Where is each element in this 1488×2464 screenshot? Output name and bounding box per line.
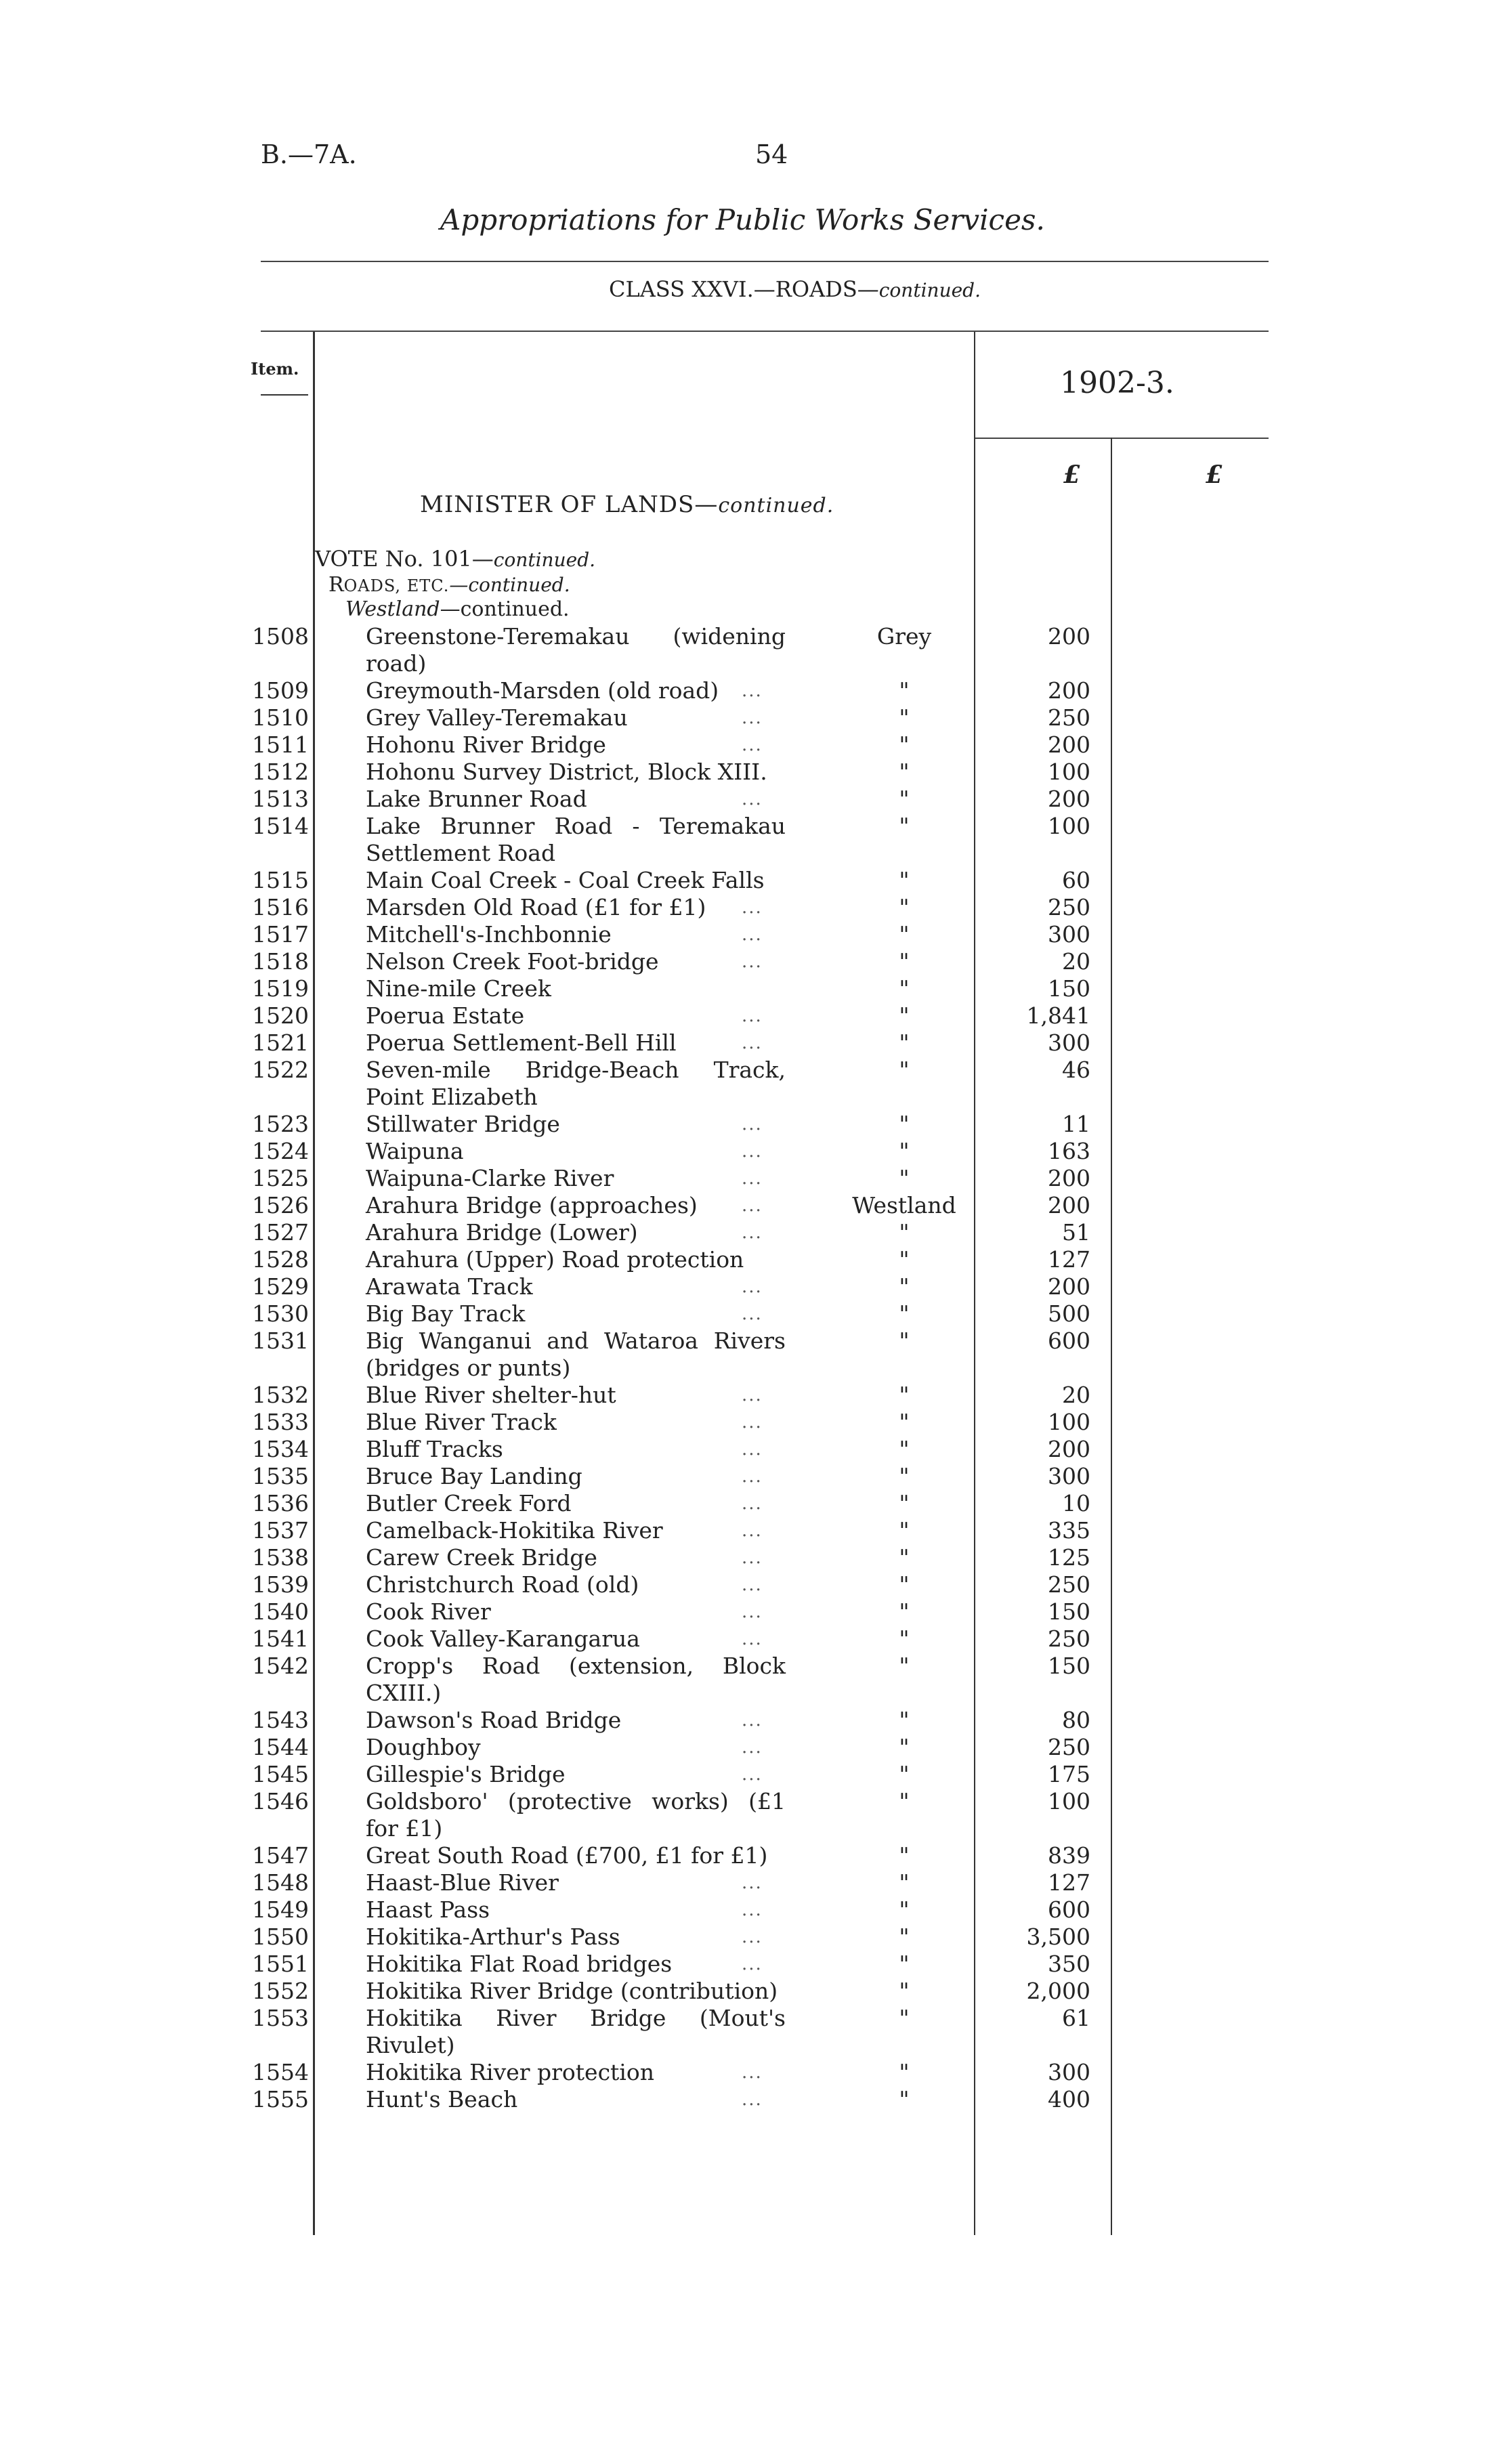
- table-row: [0, 1138, 1488, 1165]
- amount-cell: 163: [1048, 1138, 1090, 1164]
- amount-cell: 200: [1048, 786, 1090, 812]
- item-number: 1542: [252, 1653, 309, 1679]
- table-row: [0, 1002, 1488, 1029]
- amount-cell: 200: [1048, 1436, 1090, 1462]
- leader-dots: ...: [742, 1764, 763, 1785]
- district-cell: ": [899, 1138, 910, 1164]
- roads-continued: —continued.: [449, 574, 570, 596]
- amount-cell: 1,841: [1026, 1002, 1090, 1029]
- district-cell: ": [899, 948, 910, 975]
- district-cell: ": [899, 894, 910, 920]
- district-cell: ": [899, 1246, 910, 1273]
- amount-cell: 150: [1048, 1598, 1090, 1625]
- item-description: Hokitika Flat Road bridges: [366, 1951, 673, 1977]
- leader-dots: ...: [742, 1548, 763, 1568]
- table-row: [0, 1165, 1488, 1192]
- district-cell: ": [899, 1896, 910, 1923]
- district-cell: ": [899, 2059, 910, 2085]
- item-number: 1520: [252, 1002, 309, 1029]
- table-row: [0, 1544, 1488, 1571]
- district-cell: ": [899, 1869, 910, 1896]
- item-description: Lake Brunner Road: [366, 786, 587, 812]
- district-cell: ": [899, 921, 910, 948]
- district-cell: ": [899, 1761, 910, 1787]
- roads-heading: ROADS, ETC.—continued.: [328, 573, 570, 597]
- amount-cell: 200: [1048, 623, 1090, 650]
- district-cell: ": [899, 1002, 910, 1029]
- leader-dots: ...: [742, 1223, 763, 1243]
- item-number: 1529: [252, 1273, 309, 1300]
- westland-subheading: Westland—continued.: [345, 597, 570, 621]
- table-row: [0, 921, 1488, 948]
- table-row: [0, 1327, 1488, 1382]
- item-description: Gillespie's Bridge: [366, 1761, 566, 1787]
- table-row: [0, 1300, 1488, 1327]
- item-number: 1537: [252, 1517, 309, 1544]
- item-number: 1523: [252, 1111, 309, 1137]
- leader-dots: ...: [742, 681, 763, 701]
- amount-cell: 200: [1048, 1273, 1090, 1300]
- table-row: [0, 1436, 1488, 1463]
- item-number: 1554: [252, 2059, 309, 2085]
- amount-cell: 250: [1048, 1626, 1090, 1652]
- item-number: 1526: [252, 1192, 309, 1218]
- item-description: Doughboy: [366, 1734, 481, 1760]
- table-row: [0, 623, 1488, 677]
- item-number: 1527: [252, 1219, 309, 1246]
- table-row: [0, 1761, 1488, 1788]
- amount-cell: 150: [1048, 975, 1090, 1002]
- leader-dots: ...: [742, 708, 763, 728]
- amount-cell: 250: [1048, 1734, 1090, 1760]
- district-cell: ": [899, 1165, 910, 1191]
- leader-dots: ...: [742, 1493, 763, 1514]
- item-description: Greymouth-Marsden (old road): [366, 677, 719, 704]
- table-row: [0, 1409, 1488, 1436]
- table-row: [0, 731, 1488, 759]
- district-cell: ": [899, 1327, 910, 1354]
- amount-cell: 125: [1048, 1544, 1090, 1571]
- district-cell: ": [899, 677, 910, 704]
- district-cell: ": [899, 813, 910, 839]
- item-description: Poerua Settlement-Bell Hill: [366, 1029, 677, 1056]
- item-number: 1555: [252, 2086, 309, 2112]
- item-number: 1528: [252, 1246, 309, 1273]
- item-description: Nine-mile Creek: [366, 975, 551, 1002]
- class-header: [0, 276, 1269, 302]
- item-number: 1538: [252, 1544, 309, 1571]
- item-number: 1516: [252, 894, 309, 920]
- item-description: Goldsboro' (protective works) (£1 for £1): [366, 1788, 786, 1842]
- item-description: Christchurch Road (old): [366, 1571, 639, 1598]
- table-row: [0, 1219, 1488, 1246]
- leader-dots: ...: [742, 2089, 763, 2110]
- table-row: [0, 1517, 1488, 1544]
- table-row: [0, 1382, 1488, 1409]
- item-description: Carew Creek Bridge: [366, 1544, 597, 1571]
- district-cell: ": [899, 704, 910, 731]
- item-number: 1552: [252, 1978, 309, 2004]
- leader-dots: ...: [742, 735, 763, 755]
- district-cell: ": [899, 1951, 910, 1977]
- item-description: Lake Brunner Road - Teremakau Settlement Road: [366, 813, 786, 866]
- item-number: 1517: [252, 921, 309, 948]
- item-description: Seven-mile Bridge-Beach Track, Point Elizabeth: [366, 1057, 786, 1110]
- westland-italic: Westland: [345, 597, 440, 621]
- table-row: [0, 1571, 1488, 1598]
- amount-cell: 80: [1062, 1707, 1090, 1733]
- district-cell: ": [899, 1436, 910, 1462]
- table-row: [0, 1707, 1488, 1734]
- table-row: [0, 1490, 1488, 1517]
- leader-dots: ...: [742, 1168, 763, 1189]
- leader-dots: ...: [742, 1737, 763, 1758]
- district-cell: ": [899, 1517, 910, 1544]
- item-description: Waipuna: [366, 1138, 464, 1164]
- leader-dots: ...: [742, 1466, 763, 1487]
- table-row: [0, 1978, 1488, 2005]
- item-number: 1531: [252, 1327, 309, 1354]
- leader-dots: ...: [742, 1873, 763, 1893]
- item-description: Nelson Creek Foot-bridge: [366, 948, 659, 975]
- amount-cell: 200: [1048, 677, 1090, 704]
- table-row: [0, 1924, 1488, 1951]
- item-description: Hokitika River Bridge (contribution): [366, 1978, 778, 2004]
- item-description: Grey Valley-Teremakau: [366, 704, 628, 731]
- district-cell: ": [899, 2005, 910, 2031]
- leader-dots: ...: [742, 897, 763, 918]
- district-cell: ": [899, 1273, 910, 1300]
- amount-cell: 51: [1062, 1219, 1090, 1246]
- table-row: [0, 759, 1488, 786]
- item-description: Hohonu Survey District, Block XIII.: [366, 759, 767, 785]
- district-cell: ": [899, 1734, 910, 1760]
- district-cell: Grey: [876, 623, 932, 650]
- table-row: [0, 948, 1488, 975]
- table-row: [0, 1463, 1488, 1490]
- leader-dots: ...: [742, 1575, 763, 1595]
- district-cell: ": [899, 1463, 910, 1489]
- item-description: Arahura Bridge (approaches): [366, 1192, 698, 1218]
- district-cell: ": [899, 1924, 910, 1950]
- item-description: Bluff Tracks: [366, 1436, 503, 1462]
- appropriations-table: [0, 623, 1488, 2113]
- year-column-header: 1902-3.: [1060, 366, 1174, 400]
- item-number: 1536: [252, 1490, 309, 1516]
- leader-dots: ...: [742, 1900, 763, 1920]
- item-description: Arahura (Upper) Road protection: [366, 1246, 744, 1273]
- title-rule: [261, 261, 1269, 262]
- item-description: Cropp's Road (extension, Block CXIII.): [366, 1653, 786, 1706]
- district-cell: ": [899, 1788, 910, 1814]
- item-description: Haast-Blue River: [366, 1869, 559, 1896]
- year-rule: [975, 438, 1269, 439]
- item-number: 1547: [252, 1842, 309, 1869]
- amount-cell: 250: [1048, 1571, 1090, 1598]
- item-number: 1519: [252, 975, 309, 1002]
- amount-cell: 600: [1048, 1896, 1090, 1923]
- district-cell: Westland: [852, 1192, 956, 1218]
- leader-dots: ...: [742, 1385, 763, 1405]
- item-description: Greenstone-Teremakau (widening road): [366, 623, 786, 677]
- table-row: [0, 1896, 1488, 1924]
- amount-cell: 127: [1048, 1246, 1090, 1273]
- amount-cell: 335: [1048, 1517, 1090, 1544]
- table-row: [0, 894, 1488, 921]
- class-header-text: CLASS XXVI.—ROADS—: [608, 276, 879, 302]
- district-cell: ": [899, 1382, 910, 1408]
- item-number: 1518: [252, 948, 309, 975]
- amount-cell: 10: [1062, 1490, 1090, 1516]
- pound-symbol-1: £: [1063, 461, 1081, 489]
- amount-cell: 3,500: [1026, 1924, 1090, 1950]
- item-number: 1522: [252, 1057, 309, 1083]
- item-number: 1530: [252, 1300, 309, 1327]
- item-description: Big Bay Track: [366, 1300, 526, 1327]
- item-number: 1525: [252, 1165, 309, 1191]
- leader-dots: ...: [742, 2062, 763, 2083]
- item-number: 1546: [252, 1788, 309, 1814]
- item-description: Hokitika River protection: [366, 2059, 654, 2085]
- amount-cell: 839: [1048, 1842, 1090, 1869]
- district-cell: ": [899, 1219, 910, 1246]
- item-number: 1548: [252, 1869, 309, 1896]
- vote-continued: continued.: [493, 549, 596, 571]
- amount-cell: 250: [1048, 894, 1090, 920]
- amount-cell: 60: [1062, 867, 1090, 893]
- leader-dots: ...: [742, 1927, 763, 1947]
- table-row: [0, 1029, 1488, 1057]
- amount-cell: 200: [1048, 1165, 1090, 1191]
- item-description: Waipuna-Clarke River: [366, 1165, 614, 1191]
- item-number: 1550: [252, 1924, 309, 1950]
- amount-cell: 300: [1048, 2059, 1090, 2085]
- leader-dots: ...: [742, 1412, 763, 1432]
- district-cell: ": [899, 1057, 910, 1083]
- leader-dots: ...: [742, 1114, 763, 1134]
- table-row: [0, 704, 1488, 731]
- item-number: 1521: [252, 1029, 309, 1056]
- item-number: 1534: [252, 1436, 309, 1462]
- item-description: Bruce Bay Landing: [366, 1463, 582, 1489]
- class-header-continued: continued.: [878, 279, 981, 301]
- minister-heading: MINISTER OF LANDS—continued.: [420, 491, 834, 518]
- district-cell: ": [899, 1029, 910, 1056]
- leader-dots: ...: [742, 1521, 763, 1541]
- amount-cell: 100: [1048, 1788, 1090, 1814]
- table-row: [0, 1273, 1488, 1300]
- table-row: [0, 1869, 1488, 1896]
- item-number: 1549: [252, 1896, 309, 1923]
- amount-cell: 11: [1062, 1111, 1090, 1137]
- amount-cell: 46: [1062, 1057, 1090, 1083]
- item-description: Arahura Bridge (Lower): [366, 1219, 638, 1246]
- amount-cell: 2,000: [1026, 1978, 1090, 2004]
- district-cell: ": [899, 1544, 910, 1571]
- table-row: [0, 1246, 1488, 1273]
- item-description: Cook Valley-Karangarua: [366, 1626, 640, 1652]
- item-number: 1541: [252, 1626, 309, 1652]
- amount-cell: 200: [1048, 1192, 1090, 1218]
- item-column-header: Item.: [251, 359, 299, 379]
- table-row: [0, 1057, 1488, 1111]
- item-number: 1533: [252, 1409, 309, 1435]
- amount-cell: 500: [1048, 1300, 1090, 1327]
- item-description: Hokitika River Bridge (Mout's Rivulet): [366, 2005, 786, 2058]
- amount-cell: 350: [1048, 1951, 1090, 1977]
- table-row: [0, 786, 1488, 813]
- leader-dots: ...: [742, 1006, 763, 1026]
- district-cell: ": [899, 1653, 910, 1679]
- amount-cell: 100: [1048, 1409, 1090, 1435]
- item-description: Hokitika-Arthur's Pass: [366, 1924, 620, 1950]
- amount-cell: 20: [1062, 1382, 1090, 1408]
- pound-symbol-2: £: [1206, 461, 1223, 489]
- table-row: [0, 1653, 1488, 1707]
- amount-cell: 300: [1048, 1029, 1090, 1056]
- vote-heading: VOTE No. 101—continued.: [315, 546, 596, 572]
- district-cell: ": [899, 1300, 910, 1327]
- page-number: 54: [755, 140, 788, 169]
- amount-cell: 300: [1048, 921, 1090, 948]
- item-description: Hunt's Beach: [366, 2086, 518, 2112]
- table-row: [0, 1734, 1488, 1761]
- item-description: Blue River Track: [366, 1409, 557, 1435]
- leader-dots: ...: [742, 925, 763, 945]
- table-row: [0, 2005, 1488, 2059]
- item-description: Marsden Old Road (£1 for £1): [366, 894, 706, 920]
- leader-dots: ...: [742, 789, 763, 809]
- table-row: [0, 975, 1488, 1002]
- item-number: 1539: [252, 1571, 309, 1598]
- district-cell: ": [899, 1626, 910, 1652]
- amount-cell: 150: [1048, 1653, 1090, 1679]
- amount-cell: 200: [1048, 731, 1090, 758]
- item-number: 1508: [252, 623, 309, 650]
- district-cell: ": [899, 1598, 910, 1625]
- table-row: [0, 1626, 1488, 1653]
- item-number: 1540: [252, 1598, 309, 1625]
- table-row: [0, 1842, 1488, 1869]
- district-cell: ": [899, 1707, 910, 1733]
- item-number: 1512: [252, 759, 309, 785]
- district-cell: ": [899, 1111, 910, 1137]
- district-cell: ": [899, 731, 910, 758]
- district-cell: ": [899, 1490, 910, 1516]
- leader-dots: ...: [742, 1439, 763, 1460]
- table-row: [0, 677, 1488, 704]
- item-description: Blue River shelter-hut: [366, 1382, 616, 1408]
- leader-dots: ...: [742, 1710, 763, 1730]
- district-cell: ": [899, 975, 910, 1002]
- item-description: Poerua Estate: [366, 1002, 525, 1029]
- item-description: Cook River: [366, 1598, 491, 1625]
- item-number: 1543: [252, 1707, 309, 1733]
- table-top-rule: [261, 331, 1269, 332]
- table-row: [0, 2086, 1488, 2113]
- amount-cell: 20: [1062, 948, 1090, 975]
- item-description: Arawata Track: [366, 1273, 533, 1300]
- table-row: [0, 2059, 1488, 2086]
- item-number: 1511: [252, 731, 309, 758]
- item-number: 1514: [252, 813, 309, 839]
- amount-cell: 300: [1048, 1463, 1090, 1489]
- minister-continued: continued.: [718, 494, 834, 517]
- leader-dots: ...: [742, 1304, 763, 1324]
- district-cell: ": [899, 786, 910, 812]
- district-cell: ": [899, 1978, 910, 2004]
- amount-cell: 100: [1048, 759, 1090, 785]
- item-number: 1535: [252, 1463, 309, 1489]
- item-number: 1553: [252, 2005, 309, 2031]
- district-cell: ": [899, 759, 910, 785]
- table-row: [0, 1111, 1488, 1138]
- item-number: 1532: [252, 1382, 309, 1408]
- leader-dots: ...: [742, 1033, 763, 1053]
- item-head-rule: [261, 394, 308, 396]
- table-row: [0, 1598, 1488, 1626]
- table-row: [0, 1788, 1488, 1842]
- leader-dots: ...: [742, 1602, 763, 1622]
- item-description: Big Wanganui and Wataroa Rivers (bridges or punts): [366, 1327, 786, 1381]
- table-row: [0, 813, 1488, 867]
- running-title: Appropriations for Public Works Services.: [440, 203, 1045, 236]
- item-description: Hohonu River Bridge: [366, 731, 606, 758]
- item-description: Mitchell's-Inchbonnie: [366, 921, 612, 948]
- district-cell: ": [899, 1409, 910, 1435]
- item-number: 1545: [252, 1761, 309, 1787]
- item-description: Dawson's Road Bridge: [366, 1707, 622, 1733]
- table-row: [0, 1951, 1488, 1978]
- district-cell: ": [899, 867, 910, 893]
- item-number: 1551: [252, 1951, 309, 1977]
- item-number: 1515: [252, 867, 309, 893]
- item-description: Stillwater Bridge: [366, 1111, 560, 1137]
- leader-dots: ...: [742, 1954, 763, 1974]
- amount-cell: 250: [1048, 704, 1090, 731]
- item-description: Camelback-Hokitika River: [366, 1517, 663, 1544]
- item-number: 1510: [252, 704, 309, 731]
- item-description: Butler Creek Ford: [366, 1490, 572, 1516]
- table-row: [0, 1192, 1488, 1219]
- item-description: Haast Pass: [366, 1896, 490, 1923]
- item-number: 1524: [252, 1138, 309, 1164]
- amount-cell: 100: [1048, 813, 1090, 839]
- leader-dots: ...: [742, 952, 763, 972]
- item-description: Main Coal Creek - Coal Creek Falls: [366, 867, 765, 893]
- item-number: 1544: [252, 1734, 309, 1760]
- page-id: B.—7A.: [261, 140, 357, 169]
- item-number: 1509: [252, 677, 309, 704]
- table-row: [0, 867, 1488, 894]
- amount-cell: 400: [1048, 2086, 1090, 2112]
- amount-cell: 61: [1062, 2005, 1090, 2031]
- district-cell: ": [899, 1842, 910, 1869]
- district-cell: ": [899, 2086, 910, 2112]
- amount-cell: 175: [1048, 1761, 1090, 1787]
- district-cell: ": [899, 1571, 910, 1598]
- leader-dots: ...: [742, 1277, 763, 1297]
- item-description: Great South Road (£700, £1 for £1): [366, 1842, 768, 1869]
- leader-dots: ...: [742, 1195, 763, 1216]
- leader-dots: ...: [742, 1141, 763, 1162]
- leader-dots: ...: [742, 1629, 763, 1649]
- amount-cell: 127: [1048, 1869, 1090, 1896]
- item-number: 1513: [252, 786, 309, 812]
- amount-cell: 600: [1048, 1327, 1090, 1354]
